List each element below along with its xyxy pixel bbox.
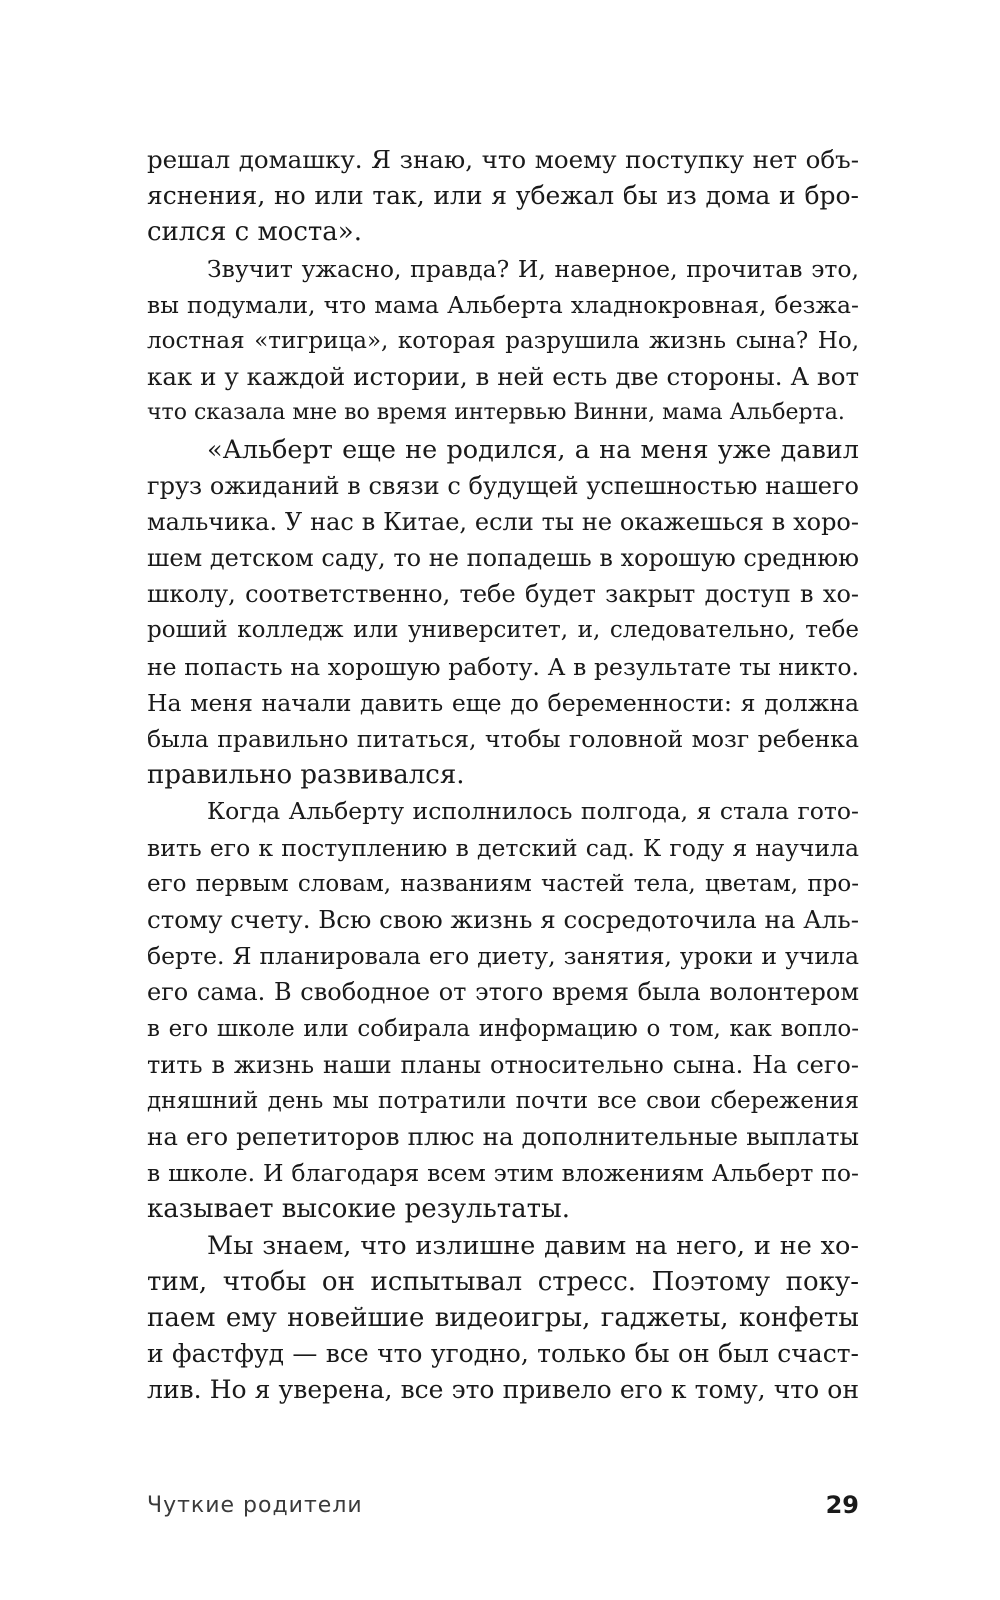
text-line: его первым словам, названиям частей тела, цветам, про- [147, 870, 859, 897]
text-line: яснения, но или так, или я убежал бы из дома и бро- [147, 181, 859, 211]
text-line: что сказала мне во время интервью Винни, мама Альберта. [147, 400, 845, 426]
text-line: На меня начали давить еще до беременности: я должна [147, 688, 859, 717]
text-line: груз ожиданий в связи с будущей успешностью нашего [147, 471, 859, 500]
text-line: в его школе или собирала информацию о том, как вопло- [147, 1015, 859, 1042]
text-line: роший колледж или университет, и, следовательно, тебе [147, 617, 859, 644]
text-line: Звучит ужасно, правда? И, наверное, прочитав это, [207, 254, 859, 283]
text-line: вить его к поступлению в детский сад. К году я научила [147, 833, 859, 862]
text-line: правильно развивался. [147, 760, 465, 791]
text-line: школу, соответственно, тебе будет закрыт доступ в хо- [147, 580, 859, 609]
text-line: была правильно питаться, чтобы головной мозг ребенка [147, 725, 859, 753]
text-line: казывает высокие результаты. [147, 1194, 570, 1225]
text-line: Мы знаем, что излишне давим на него, и не хо- [207, 1230, 859, 1261]
text-line: вы подумали, что мама Альберта хладнокровная, безжа- [147, 290, 859, 319]
text-line: сился с моста». [147, 217, 362, 248]
text-line: шем детском саду, то не попадешь в хорошую среднюю [147, 544, 859, 573]
text-line: дняшний день мы потратили почти все свои сбережения [147, 1087, 859, 1114]
text-line: «Альберт еще не родился, а на меня уже давил [207, 434, 859, 465]
text-line: лив. Но я уверена, все это привело его к тому, что он [147, 1375, 859, 1405]
text-line: мальчика. У нас в Китае, если ты не окажешься в хоро- [147, 507, 859, 536]
text-line: в школе. И благодаря всем этим вложениям Альберт по- [147, 1159, 859, 1188]
page-footer [147, 1493, 859, 1529]
text-line: лостная «тигрица», которая разрушила жизнь сына? Но, [147, 327, 859, 354]
text-line: на его репетиторов плюс на дополнительные выплаты [147, 1122, 859, 1152]
text-line: решал домашку. Я знаю, что моему поступку нет объ- [147, 145, 859, 174]
text-line: стому счету. Всю свою жизнь я сосредоточила на Аль- [147, 904, 859, 934]
text-line: тим, чтобы он испытывал стресс. Поэтому поку- [147, 1266, 859, 1297]
text-line: паем ему новейшие видеоигры, гаджеты, конфеты [147, 1303, 859, 1333]
text-line: тить в жизнь наши планы относительно сына. На сего- [147, 1050, 859, 1079]
text-line: как и у каждой истории, в ней есть две стороны. А вот [147, 362, 859, 392]
text-line: берте. Я планировала его диету, занятия, уроки и учила [147, 942, 859, 971]
running-title: Чуткие родители [147, 1493, 363, 1518]
text-line: не попасть на хорошую работу. А в результате ты никто. [147, 652, 859, 681]
text-line: его сама. В свободное от этого время была волонтером [147, 978, 859, 1007]
text-line: и фастфуд — все что угодно, только бы он был счаст- [147, 1339, 859, 1369]
page-body [147, 142, 859, 1409]
text-line: Когда Альберту исполнилось полгода, я стала гото- [207, 797, 859, 826]
page-number: 29 [825, 1491, 859, 1519]
